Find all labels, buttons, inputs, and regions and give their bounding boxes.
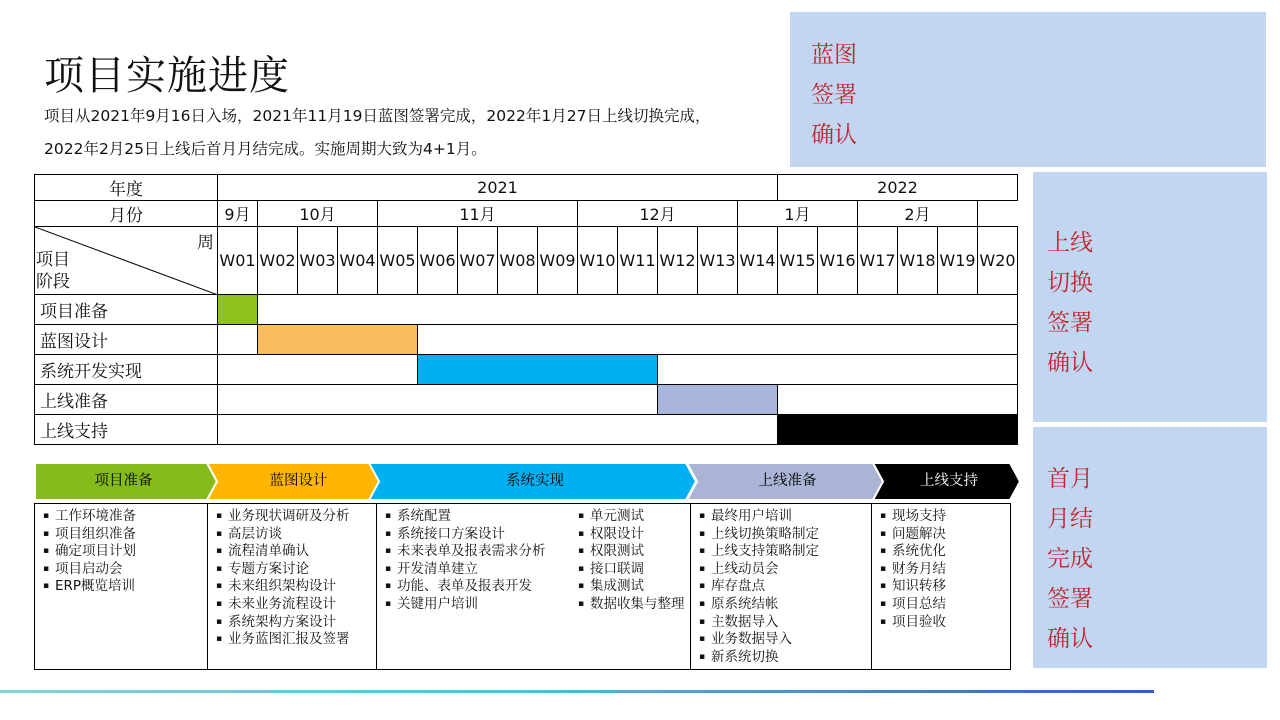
task-item: ▪ 业务蓝图汇报及签署 [216,631,376,649]
task-list [208,504,376,649]
task-item: ▪ 系统接口方案设计 [385,526,567,544]
task-item: ▪ 数据收集与整理 [578,596,690,614]
task-item: ▪ 确定项目计划 [43,543,207,561]
stage-label: 蓝图设计 [269,473,328,489]
task-item: ▪ 新系统切换 [699,649,871,667]
week-cell: W14 [738,227,778,295]
week-cell: W06 [418,227,458,295]
intro-line-1: 项目从2021年9月16日入场，2021年11月19日蓝图签署完成，2022年1月27日上线切换完成， [44,107,711,125]
task-column-prep [35,504,207,669]
week-cell: W02 [258,227,298,295]
month-cell: 12月 [578,201,738,227]
task-item: ▪ ERP概览培训 [43,578,207,596]
callout-line: 确认 [1047,626,1093,652]
task-column-blueprint [207,504,376,669]
gantt-bar [258,325,418,355]
stage-label: 上线支持 [920,473,978,489]
task-item: ▪ 流程清单确认 [216,543,376,561]
task-item: ▪ 工作环境准备 [43,508,207,526]
week-cell: W19 [938,227,978,295]
task-item: ▪ 知识转移 [880,578,1010,596]
year-cell: 2022 [778,175,1018,201]
week-cell: W12 [658,227,698,295]
stage-chevron-band [35,463,1025,500]
callout-line: 首月 [1047,466,1093,492]
week-cell: W20 [978,227,1018,295]
week-cell: W11 [618,227,658,295]
month-cell: 2月 [858,201,978,227]
year-cell: 2021 [218,175,778,201]
week-axis-label: 周 [197,233,214,253]
task-list [35,504,207,596]
week-cell: W05 [378,227,418,295]
callout-line: 签署 [1047,310,1093,336]
phase-axis-label-line: 阶段 [36,272,70,292]
year-header: 年度 [35,175,218,201]
gantt-bar [418,355,658,385]
callout-line: 确认 [1047,350,1093,376]
task-list [570,504,690,614]
task-item: ▪ 项目验收 [880,614,1010,632]
task-column-golive-prep [690,504,871,669]
callout-line: 上线 [1047,230,1093,256]
callout-line: 切换 [1047,270,1093,296]
gantt-bar [658,385,778,415]
stage-label: 上线准备 [758,473,817,489]
task-item: ▪ 主数据导入 [699,614,871,632]
task-item: ▪ 现场支持 [880,508,1010,526]
gantt-empty-before [218,355,418,385]
task-panel [34,503,1011,670]
phase-label: 项目准备 [35,295,218,325]
gantt-bar [778,415,1018,445]
task-item: ▪ 系统配置 [385,508,567,526]
task-item: ▪ 开发清单建立 [385,561,567,579]
month-cell: 9月 [218,201,258,227]
gantt-bar [218,295,258,325]
task-list [691,504,871,666]
task-item: ▪ 权限设计 [578,526,690,544]
task-item: ▪ 业务数据导入 [699,631,871,649]
task-item: ▪ 项目启动会 [43,561,207,579]
blueprint-signoff-callout [790,12,1266,167]
gantt-empty-after [418,325,1018,355]
gantt-empty-before [218,385,658,415]
task-item: ▪ 单元测试 [578,508,690,526]
month-cell: 10月 [258,201,378,227]
task-item: ▪ 集成测试 [578,578,690,596]
gantt-empty-before [218,415,778,445]
golive-signoff-callout [1033,172,1267,422]
phase-label: 系统开发实现 [35,355,218,385]
task-item: ▪ 库存盘点 [699,578,871,596]
stage-label: 系统实现 [506,473,564,489]
week-cell: W10 [578,227,618,295]
task-list [872,504,1010,631]
task-column-implementation [376,504,690,669]
task-item: ▪ 最终用户培训 [699,508,871,526]
gantt-empty-after [778,385,1018,415]
phase-axis-label-line: 项目 [36,250,70,270]
task-item: ▪ 系统架构方案设计 [216,614,376,632]
callout-line: 完成 [1047,546,1093,572]
callout-line: 签署 [1047,586,1093,612]
callout-line: 确认 [811,122,857,148]
task-item: ▪ 上线切换策略制定 [699,526,871,544]
phase-axis-label [36,249,70,293]
footer-accent-line [0,690,1154,693]
task-column-support [871,504,1010,669]
gantt-empty-after [658,355,1018,385]
gantt-empty-before [218,325,258,355]
task-item: ▪ 权限测试 [578,543,690,561]
week-cell: W08 [498,227,538,295]
task-item: ▪ 未来业务流程设计 [216,596,376,614]
task-list [377,504,567,614]
month-cell: 1月 [738,201,858,227]
callout-line: 签署 [811,82,857,108]
week-cell: W18 [898,227,938,295]
task-item: ▪ 项目组织准备 [43,526,207,544]
month-header: 月份 [35,201,218,227]
phase-label: 上线支持 [35,415,218,445]
gantt-empty-after [258,295,1018,325]
month-cell: 11月 [378,201,578,227]
task-item: ▪ 未来表单及报表需求分析 [385,543,567,561]
phase-label: 蓝图设计 [35,325,218,355]
task-item: ▪ 系统优化 [880,543,1010,561]
week-cell: W01 [218,227,258,295]
task-item: ▪ 专题方案讨论 [216,561,376,579]
callout-line: 蓝图 [811,42,857,68]
task-item: ▪ 财务月结 [880,561,1010,579]
week-cell: W04 [338,227,378,295]
phase-label: 上线准备 [35,385,218,415]
week-cell: W03 [298,227,338,295]
task-item: ▪ 关键用户培训 [385,596,567,614]
week-cell: W09 [538,227,578,295]
task-item: ▪ 上线支持策略制定 [699,543,871,561]
week-phase-corner [35,227,218,295]
week-cell: W15 [778,227,818,295]
intro-line-2: 2022年2月25日上线后首月月结完成。实施周期大致为4+1月。 [44,140,487,158]
monthend-signoff-callout [1033,427,1267,668]
task-item: ▪ 问题解决 [880,526,1010,544]
callout-line: 月结 [1047,506,1093,532]
gantt-table [34,174,1018,445]
week-cell: W17 [858,227,898,295]
week-cell: W07 [458,227,498,295]
task-item: ▪ 功能、表单及报表开发 [385,578,567,596]
task-item: ▪ 未来组织架构设计 [216,578,376,596]
task-item: ▪ 项目总结 [880,596,1010,614]
week-cell: W16 [818,227,858,295]
task-item: ▪ 接口联调 [578,561,690,579]
task-item: ▪ 上线动员会 [699,561,871,579]
task-item: ▪ 业务现状调研及分析 [216,508,376,526]
stage-label: 项目准备 [94,473,153,489]
week-cell: W13 [698,227,738,295]
task-item: ▪ 高层访谈 [216,526,376,544]
task-item: ▪ 原系统结帐 [699,596,871,614]
page-title: 项目实施进度 [44,53,290,99]
